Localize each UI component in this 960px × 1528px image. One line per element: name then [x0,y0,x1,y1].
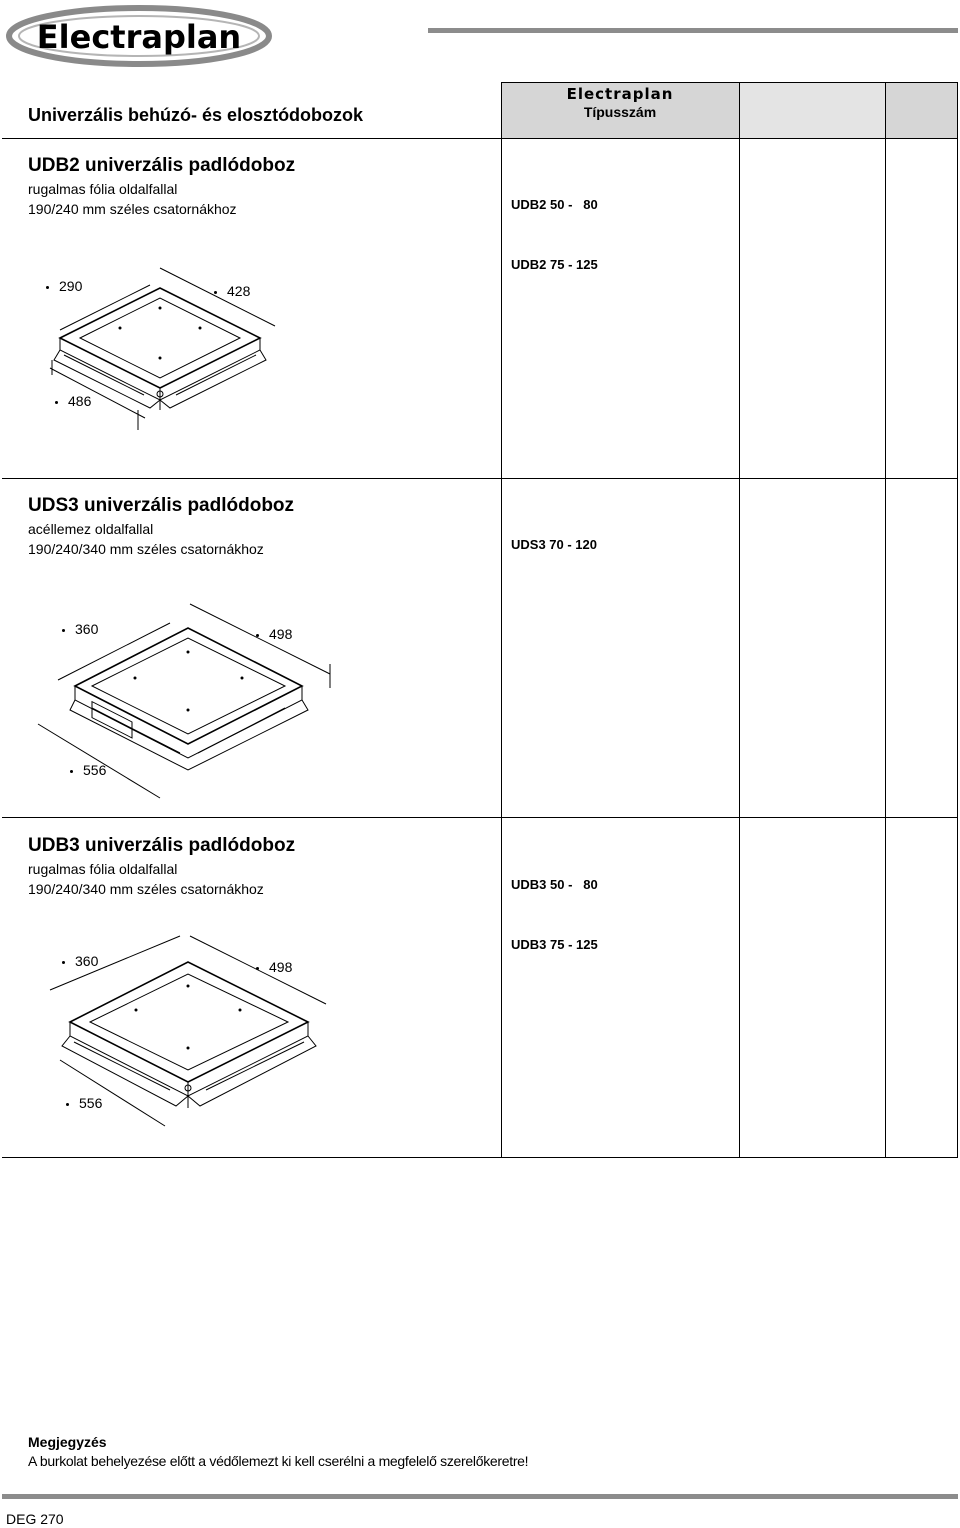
type-number: UDB3 50 - 80 [511,877,598,892]
product-desc: rugalmas fólia oldalfallal [28,181,178,197]
uds3-drawing [30,598,340,808]
type-number: UDS3 70 - 120 [511,537,597,552]
type-numbers [511,495,597,575]
product-channel-width: 190/240 mm széles csatornákhoz [28,201,237,217]
header-empty-cell [886,82,958,138]
product-channel-width: 190/240/340 mm széles csatornákhoz [28,881,264,897]
note-title: Megjegyzés [28,1434,107,1450]
note-text: A burkolat behelyezése előtt a védőlemezt ki kell cserélni a megfelelő szerelőkeretre! [28,1453,529,1469]
type-numbers [511,155,598,295]
page-title: Univerzális behúzó- és elosztódobozok [28,105,364,125]
type-number: UDB3 75 - 125 [511,937,598,952]
dimension-label: 360 [62,953,98,969]
dimension-label: 360 [62,621,98,637]
product-desc: acéllemez oldalfallal [28,521,154,537]
udb2-drawing [40,260,280,440]
product-uds3 [28,495,294,559]
header-brand: Electraplan [566,85,674,103]
table-border [739,82,740,1158]
header-empty-cell [740,82,885,138]
table-border [885,82,886,1158]
dimension-label: 498 [256,959,292,975]
bottom-rule [2,1494,958,1499]
table-border [501,82,958,83]
product-channel-width: 190/240/340 mm széles csatornákhoz [28,541,264,557]
product-title: UDS3 univerzális padlódoboz [28,495,295,516]
product-title: UDB2 univerzális padlódoboz [28,155,296,176]
page-code: DEG 270 [6,1511,64,1527]
table-border [957,82,958,1158]
header-type-label: Típusszám [583,104,657,120]
type-number-header [501,82,739,138]
product-desc: rugalmas fólia oldalfallal [28,861,178,877]
product-udb2 [28,155,295,219]
table-border [2,817,958,818]
table-border [2,138,958,139]
electraplan-logo [6,4,272,68]
udb3-drawing [40,930,330,1140]
table-border [2,478,958,479]
product-title: UDB3 univerzális padlódoboz [28,835,296,856]
product-udb3 [28,835,295,899]
top-rule [428,28,958,33]
type-number: UDB2 50 - 80 [511,197,598,212]
type-number: UDB2 75 - 125 [511,257,598,272]
table-border [2,1157,958,1158]
logo-text: Electraplan [36,18,242,56]
dimension-label: 556 [66,1095,102,1111]
type-numbers [511,835,598,975]
dimension-label: 486 [55,393,91,409]
table-border [501,82,502,1158]
dimension-label: 498 [256,626,292,642]
dimension-label: 556 [70,762,106,778]
dimension-label: 428 [214,283,250,299]
dimension-label: 290 [46,278,82,294]
